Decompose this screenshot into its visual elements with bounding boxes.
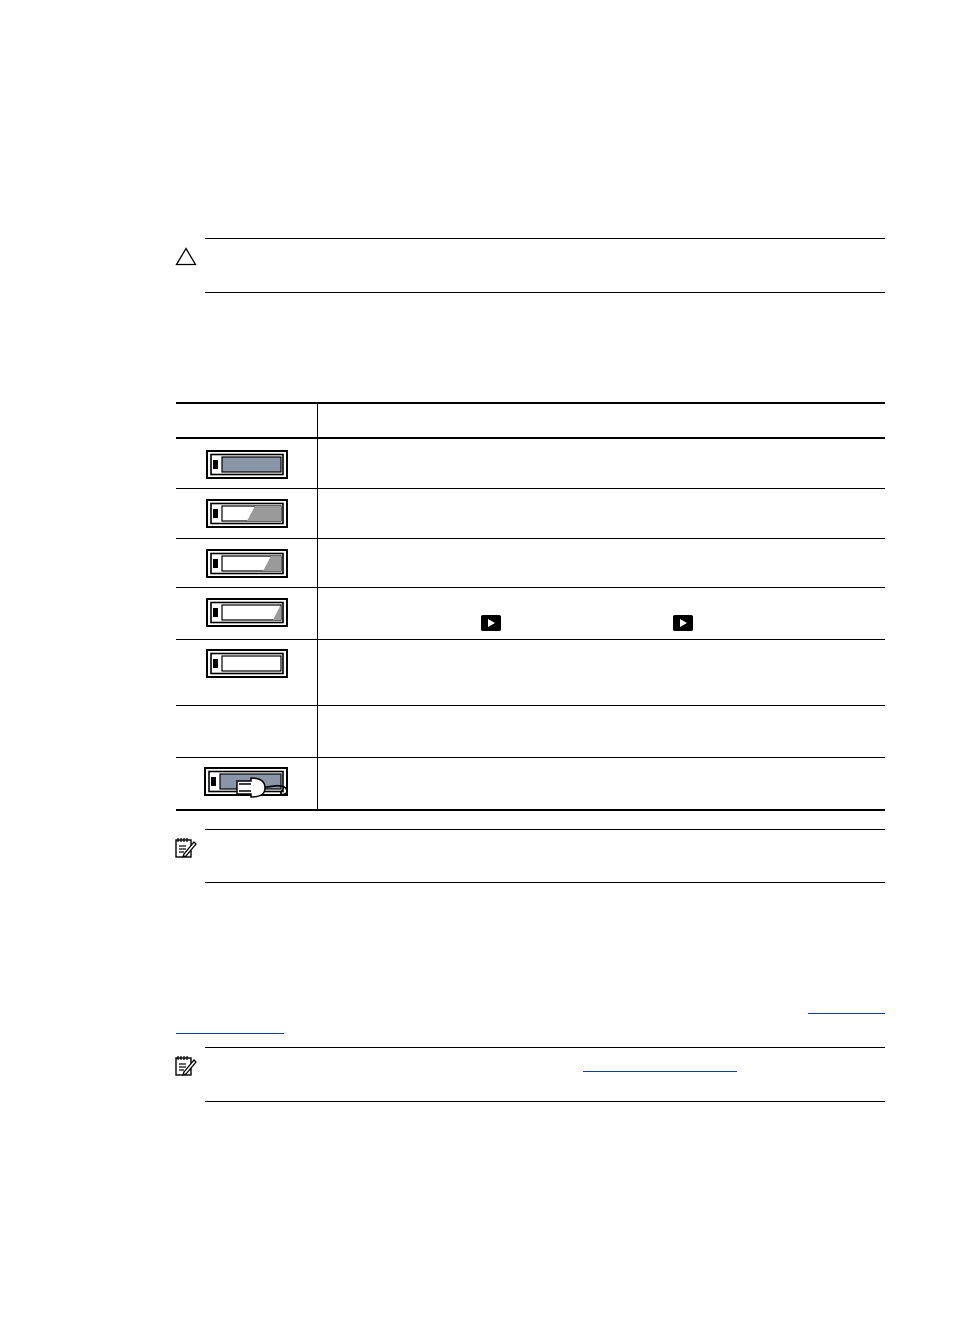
note-pad-icon	[174, 837, 198, 859]
battery-half-icon	[205, 549, 289, 578]
row-rule	[176, 705, 885, 706]
battery-full-icon	[205, 450, 289, 479]
row-rule	[176, 488, 885, 489]
note-bottom-rule	[205, 1101, 885, 1102]
note-top-rule	[205, 829, 885, 830]
battery-ac-power-icon	[203, 767, 293, 799]
caution-bottom-rule	[205, 292, 885, 293]
play-button-icon	[673, 615, 693, 631]
row-rule	[176, 757, 885, 758]
hyperlink-underline[interactable]	[176, 1033, 284, 1034]
battery-three-quarters-icon	[205, 499, 289, 528]
caution-top-rule	[205, 238, 885, 239]
table-top-rule	[176, 402, 885, 404]
row-rule	[176, 639, 885, 640]
note-pad-icon	[174, 1055, 198, 1077]
note-top-rule	[205, 1047, 885, 1048]
row-rule	[176, 538, 885, 539]
note-bottom-rule	[205, 882, 885, 883]
row-rule	[176, 587, 885, 588]
battery-empty-icon	[205, 649, 289, 678]
table-bottom-rule	[176, 809, 885, 811]
play-button-icon	[481, 615, 501, 631]
column-divider	[317, 403, 318, 810]
hyperlink-underline[interactable]	[583, 1071, 737, 1072]
header-rule	[176, 437, 885, 439]
battery-low-icon	[205, 598, 289, 627]
hyperlink-underline[interactable]	[808, 1013, 885, 1014]
warning-triangle-icon	[175, 247, 197, 266]
